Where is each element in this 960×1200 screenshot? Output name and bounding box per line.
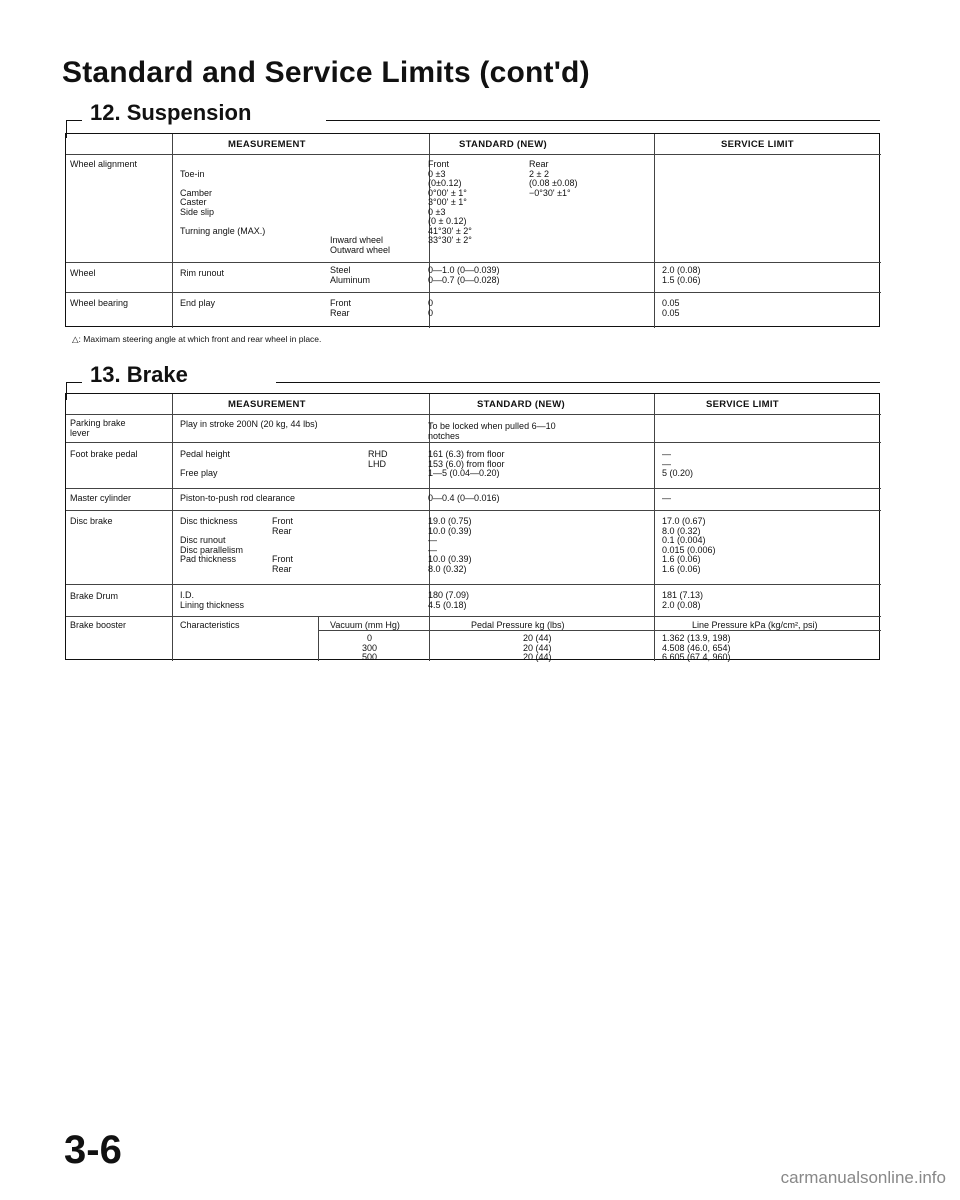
suspension-heading [66, 100, 880, 125]
row-standard: To be locked when pulled 6—10 notches [428, 421, 556, 441]
row-item: Foot brake pedal [70, 449, 138, 459]
row-standard: 161 (6.3) from floor 153 (6.0) from floor 1—5 (0.04—0.20) [428, 449, 505, 478]
booster-vacuum-values: 0 300 500 [362, 633, 378, 662]
header-measurement: MEASUREMENT [228, 139, 306, 150]
row-measurement: Piston-to-push rod clearance [180, 493, 296, 503]
row-item: Brake booster [70, 620, 127, 630]
row-standard-rear: Rear 2 ± 2 (0.08 ±0.08) −0°30' ±1° [529, 159, 578, 198]
row-standard: 0 0 [428, 298, 434, 318]
header-standard: STANDARD (NEW) [459, 139, 547, 150]
row-item: Wheel alignment [70, 159, 138, 169]
suspension-heading-text: 12. Suspension [90, 100, 259, 126]
row-measurement: Toe-in Camber Caster Side slip Turning angle (MAX.) [180, 168, 266, 236]
suspension-table [65, 133, 880, 327]
page-title: Standard and Service Limits (cont'd) [62, 56, 590, 89]
brake-table [65, 393, 880, 660]
brake-heading [66, 362, 880, 387]
brake-heading-text: 13. Brake [90, 362, 196, 388]
header-service-limit: SERVICE LIMIT [721, 139, 794, 150]
row-measurement: Disc thickness Disc runout Disc parallelism Pad thickness [180, 516, 244, 564]
row-measurement: Play in stroke 200N (20 kg, 44 lbs) [180, 419, 318, 429]
header-measurement: MEASUREMENT [228, 399, 306, 410]
row-limit: 2.0 (0.08) 1.5 (0.06) [662, 265, 701, 285]
row-sub: Inward wheel Outward wheel [330, 235, 391, 255]
row-sub: Steel Aluminum [330, 265, 371, 285]
row-standard: 180 (7.09) 4.5 (0.18) [428, 590, 470, 610]
row-standard-front: Front 0 ±3 (0±0.12) 0°00' ± 1° 3°00' ± 1° 0 ±3 (0 ± 0.12) 41°30' ± 2° 33°30' ± 2° [428, 159, 472, 245]
booster-line-values: 1.362 (13.9, 198) 4.508 (46.0, 654) 6.605 (67.4, 960) [662, 633, 731, 662]
row-sub: Front Rear [330, 298, 352, 318]
row-limit: 181 (7.13) 2.0 (0.08) [662, 590, 704, 610]
booster-pedal-values: 20 (44) 20 (44) 20 (44) [523, 633, 552, 662]
booster-line-header: Line Pressure kPa (kg/cm², psi) [692, 620, 818, 630]
row-item: Parking brake lever [70, 418, 126, 438]
header-standard: STANDARD (NEW) [477, 399, 565, 410]
booster-pedal-header: Pedal Pressure kg (lbs) [471, 620, 565, 630]
row-measurement: Characteristics [180, 620, 240, 630]
row-standard: 0—1.0 (0—0.039) 0—0.7 (0—0.028) [428, 265, 500, 285]
row-measurement: Pedal height Free play [180, 449, 231, 478]
page-number: 3-6 [64, 1128, 122, 1172]
row-measurement: End play [180, 298, 216, 308]
row-item: Wheel [70, 268, 96, 278]
header-service-limit: SERVICE LIMIT [706, 399, 779, 410]
row-standard: 19.0 (0.75) 10.0 (0.39) — — 10.0 (0.39) 8.0 (0.32) [428, 516, 472, 574]
watermark: carmanualsonline.info [780, 1168, 946, 1187]
row-standard: 0—0.4 (0—0.016) [428, 493, 500, 503]
row-item: Wheel bearing [70, 298, 129, 308]
row-item: Master cylinder [70, 493, 132, 503]
booster-vacuum-header: Vacuum (mm Hg) [330, 620, 400, 630]
row-item: Disc brake [70, 516, 113, 526]
row-limit: — — 5 (0.20) [662, 449, 694, 478]
row-limit: — [662, 493, 671, 503]
row-sub: RHD LHD [368, 449, 388, 469]
row-item: Brake Drum [70, 591, 119, 601]
row-limit: 0.05 0.05 [662, 298, 680, 318]
row-sub: Front Rear Front Rear [272, 516, 294, 574]
footnote: △: Maximam steering angle at which front and rear wheel in place. [72, 334, 322, 344]
row-measurement: I.D. Lining thickness [180, 590, 245, 610]
row-limit: 17.0 (0.67) 8.0 (0.32) 0.1 (0.004) 0.015 (0.006) 1.6 (0.06) 1.6 (0.06) [662, 516, 716, 574]
row-measurement: Rim runout [180, 268, 225, 278]
